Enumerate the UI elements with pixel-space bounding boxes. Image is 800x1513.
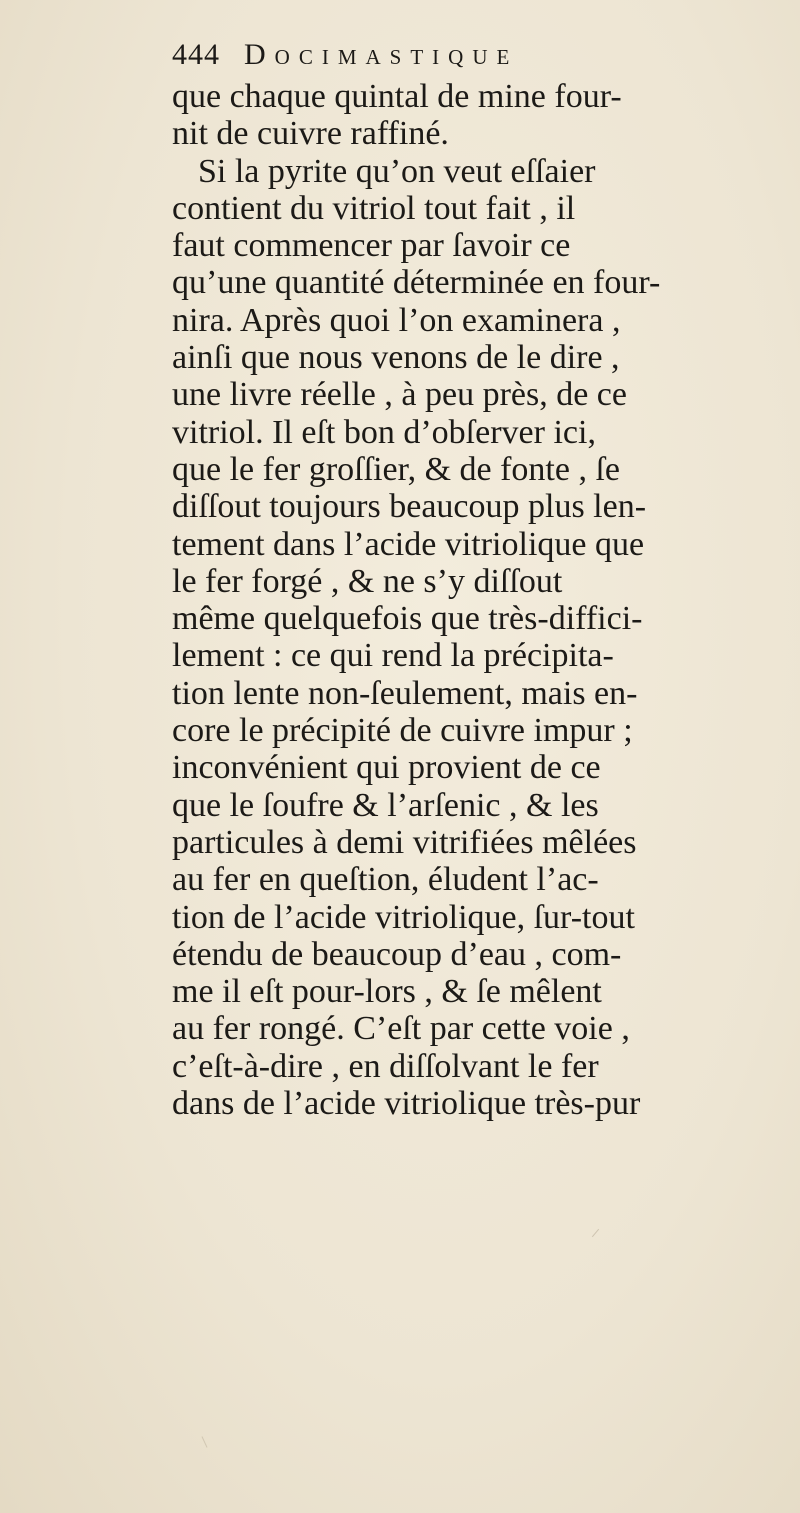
text-line: contient du vitriol tout fait , il — [172, 189, 576, 227]
text-line: ainſi que nous venons de le dire , — [172, 339, 620, 377]
text-line: dans de l’acide vitriolique très-pur — [172, 1085, 641, 1123]
text-line: lement : ce qui rend la précipita- — [172, 637, 614, 675]
text-line: nit de cuivre raffiné. — [172, 115, 449, 153]
text-line: vitriol. Il eſt bon d’obſerver ici, — [172, 413, 596, 451]
text-line: le fer forgé , & ne s’y diſſout — [172, 562, 563, 600]
paper-mark — [592, 1229, 599, 1237]
text-line: tement dans l’acide vitriolique que — [172, 525, 645, 563]
text-line: qu’une quantité déterminée en four- — [172, 264, 661, 302]
text-line: une livre réelle , à peu près, de ce — [172, 376, 627, 414]
text-line: au fer en queſtion, éludent l’ac- — [172, 861, 599, 899]
text-line: même quelquefois que très-diffici- — [172, 600, 643, 638]
text-line: que le ſoufre & l’arſenic , & les — [172, 786, 599, 824]
paragraph-start-line: Si la pyrite qu’on veut eſſaier — [198, 152, 596, 190]
text-line: c’eſt-à-dire , en diſſolvant le fer — [172, 1047, 599, 1085]
text-line: tion lente non-ſeulement, mais en- — [172, 674, 638, 712]
text-line: étendu de beaucoup d’eau , com- — [172, 935, 622, 973]
text-line: au fer rongé. C’eſt par cette voie , — [172, 1010, 630, 1048]
text-line: tion de l’acide vitriolique, ſur-tout — [172, 898, 635, 936]
paper-mark — [202, 1436, 208, 1447]
text-line: que chaque quintal de mine four- — [172, 78, 622, 115]
text-line: particules à demi vitrifiées mêlées — [172, 823, 637, 861]
text-line: faut commencer par ſavoir ce — [172, 227, 571, 265]
text-line: nira. Après quoi l’on examinera , — [172, 301, 621, 339]
page-number: 444 — [172, 38, 220, 71]
running-title: Docimastique — [244, 38, 519, 71]
body-text — [172, 78, 792, 1122]
text-line: inconvénient qui provient de ce — [172, 749, 601, 787]
text-line: diſſout toujours beaucoup plus len- — [172, 488, 647, 526]
text-line: core le précipité de cuivre impur ; — [172, 712, 633, 750]
text-line: me il eſt pour-lors , & ſe mêlent — [172, 973, 602, 1011]
text-line: que le fer groſſier, & de fonte , ſe — [172, 450, 621, 488]
